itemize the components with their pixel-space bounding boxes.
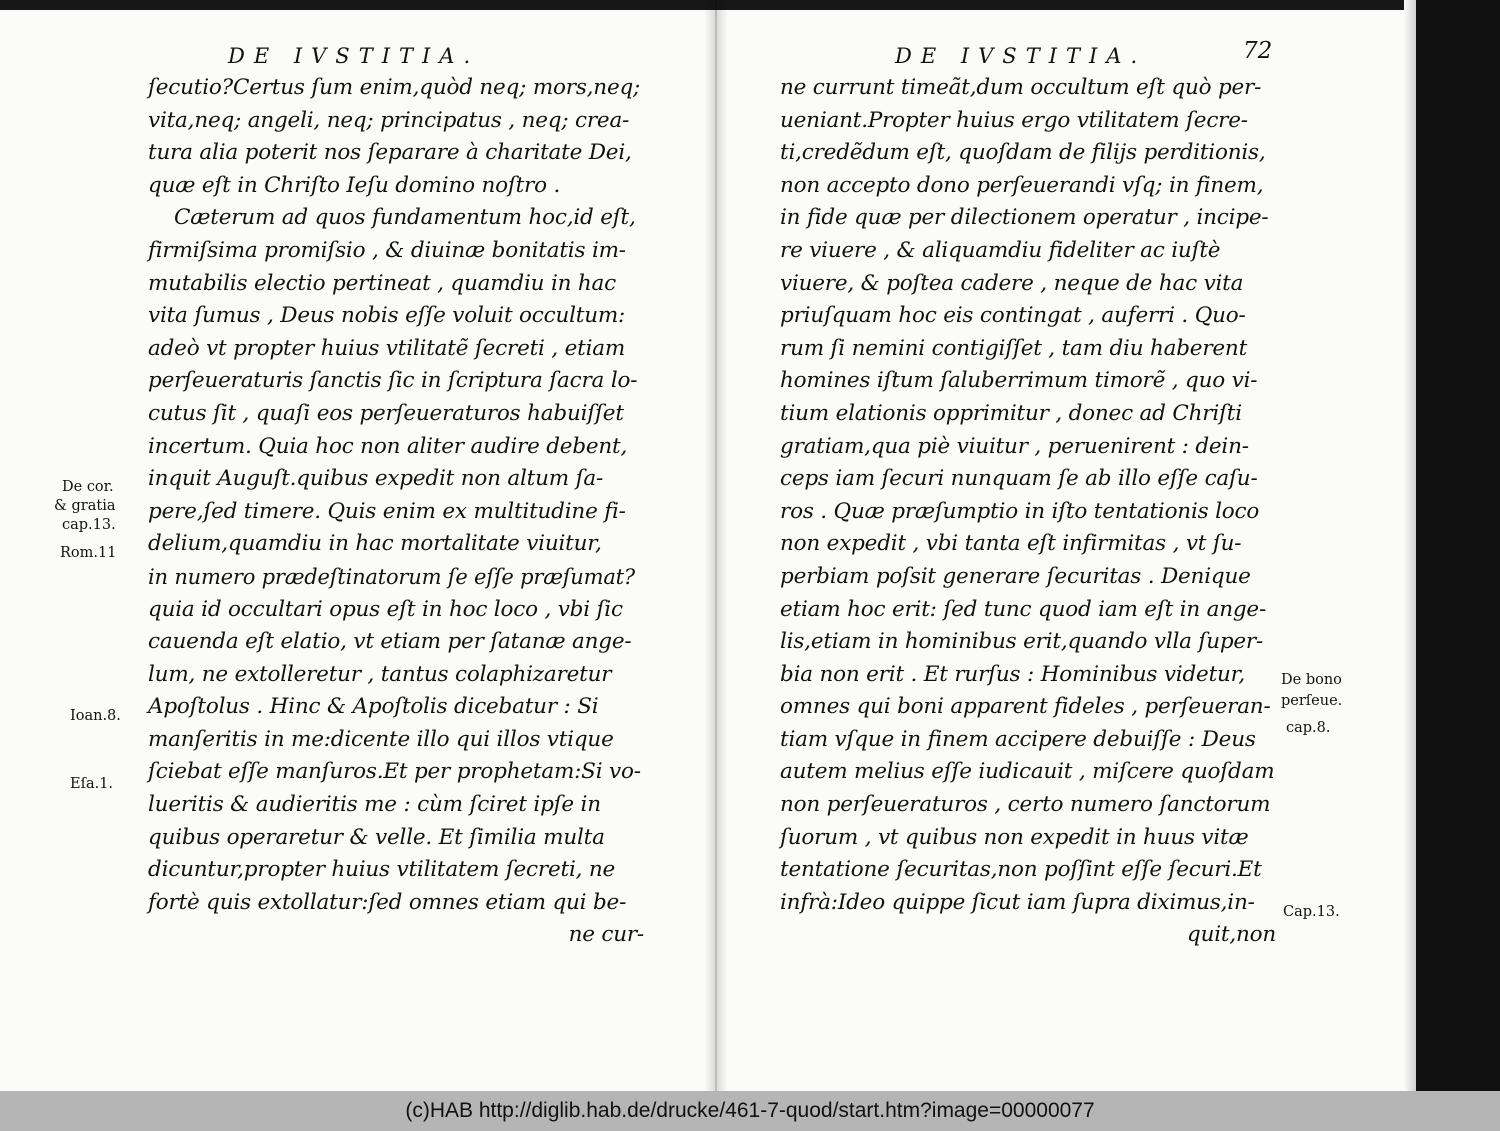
margin-note-gratia: & gratia [54,498,116,514]
text-line: mutabilis electio pertineat , quamdiu in hac [148,270,617,296]
text-line: etiam hoc erit: ſed tunc quod iam eſt in ange- [780,596,1267,622]
text-line: adeò vt propter huius vtilitatẽ ſecreti , etiam [148,335,626,361]
right-running-head: DE IVSTITIA. [895,44,1147,68]
scan-border [1416,0,1500,1091]
text-line: manſeritis in me:dicente illo qui illos vtique [148,726,614,752]
text-line: tentatione ſecuritas,non poſſint eſſe ſecuri.Et [780,857,1262,883]
text-line: priuſquam hoc eis contingat , auferri . Quo- [780,303,1246,329]
text-line: fortè quis extollatur:ſed omnes etiam qui be- [148,889,627,915]
text-line: ti,credẽdum eſt, quoſdam de filijs perditionis, [780,140,1266,166]
text-line: homines iſtum ſaluberrimum timorẽ , quo vi- [780,368,1258,394]
margin-note-de-cor: De cor. [62,479,114,495]
margin-note-de-bono: De bono [1281,672,1342,688]
text-line: ceps iam ſecuri nunquam ſe ab illo eſſe caſu- [780,466,1258,492]
text-line: ſecutio?Certus ſum enim,quòd neq; mors,neq; [148,75,641,100]
text-line: tium elationis opprimitur , donec ad Chriſti [780,400,1242,426]
text-line: perbiam poſsit generare ſecuritas . Denique [780,563,1251,589]
copyright-footer: (c)HAB http://diglib.hab.de/drucke/461-7-quod/start.htm?image=00000077 [0,1091,1500,1131]
margin-note-perseue: perſeue. [1281,693,1343,709]
text-line: non expedit , vbi tanta eſt infirmitas , vt ſu- [780,531,1242,557]
page-number: 72 [1243,38,1273,64]
text-line: inquit Auguſt.quibus expedit non altum ſa- [148,466,604,492]
left-text-block [148,72,644,952]
text-line: non perſeueraturos , certo numero ſanctorum [780,792,1271,818]
text-line: tura alia poterit nos ſeparare à charitate Dei, [148,140,632,166]
text-line: firmiſsima promiſsio , & diuinæ bonitatis im- [148,237,626,263]
text-line: rum ſi nemini contigiſſet , tam diu haberent [780,335,1248,361]
text-line: Cæterum ad quos fundamentum hoc,id eſt, [174,205,636,231]
text-line: lis,etiam in hominibus erit,quando vlla ſuper- [780,629,1264,655]
text-line: viuere, & poſtea cadere , neque de hac vita [780,270,1244,296]
text-line: vita ſumus , Deus nobis eſſe voluit occultum: [148,303,626,329]
text-line: ueniant.Propter huius ergo vtilitatem ſecre- [780,107,1248,133]
text-line: dicuntur,propter huius vtilitatem ſecreti, ne [148,857,616,883]
margin-note-cap-13: Cap.13. [1283,904,1340,920]
text-line: Apoſtolus . Hinc & Apoſtolis dicebatur : Si [148,694,599,720]
text-line: ne currunt timeãt,dum occultum eſt quò per- [780,75,1262,100]
text-line: tiam vſque in finem accipere debuiſſe : Deus [780,726,1256,752]
text-line: delium,quamdiu in hac mortalitate viuitur, [148,531,602,557]
text-line: re viuere , & aliquamdiu fideliter ac iuſtè [780,237,1221,263]
right-text-block [780,72,1276,952]
text-line: vita,neq; angeli, neq; principatus , neq; crea- [148,107,630,133]
text-line: in fide quæ per dilectionem operatur , incipe- [780,205,1269,231]
text-line: cutus ſit , quaſi eos perſeueraturos habuiſſet [148,400,624,426]
text-line: quæ eſt in Chriſto Ieſu domino noſtro . [148,172,561,198]
text-line: gratiam,qua piè viuitur , peruenirent : dein- [780,433,1249,459]
text-line: bia non erit . Et rurſus : Hominibus videtur, [780,661,1246,687]
left-running-head: DE IVSTITIA. [228,44,480,68]
margin-note-cap: cap.13. [62,517,116,533]
text-line: incertum. Quia hoc non aliter audire debent, [148,433,628,459]
page-edge [1404,0,1416,1091]
catchword: quit,non [1187,922,1276,948]
margin-note-ioan: Ioan.8. [70,708,121,724]
book-gutter [704,0,728,1091]
text-line: lueritis & audieritis me : cùm ſciret ipſe in [148,792,601,818]
text-line: perſeueraturis ſanctis ſic in ſcriptura ſacra lo- [148,368,638,394]
text-line: non accepto dono perſeuerandi vſq; in finem, [780,172,1264,198]
text-line: quia id occultari opus eſt in hoc loco , vbi ſic [148,596,623,622]
text-line: omnes qui boni apparent fideles , perſeueran- [780,694,1271,720]
text-line: ſuorum , vt quibus non expedit in huus vitæ [780,824,1249,850]
margin-note-cap-8: cap.8. [1286,720,1331,736]
margin-note-esa: Eſa.1. [70,776,114,792]
text-line: quibus operaretur & velle. Et ſimilia multa [148,824,605,850]
text-line: pere,ſed timere. Quis enim ex multitudine fi- [148,498,626,524]
text-line: infrà:Ideo quippe ſicut iam ſupra diximus,in- [780,889,1255,915]
text-line: in numero prædeſtinatorum ſe eſſe præſumat? [148,564,635,589]
text-line: ſciebat eſſe manſuros.Et per prophetam:Si vo- [148,759,641,785]
text-line: cauenda eſt elatio, vt etiam per ſatanæ ange- [148,629,632,655]
margin-note-rom: Rom.11 [60,545,117,561]
catchword: ne cur- [568,922,644,948]
text-line: lum, ne extolleretur , tantus colaphizaretur [148,661,612,687]
text-line: autem melius eſſe iudicauit , miſcere quoſdam [780,759,1275,785]
text-line: ros . Quæ præſumptio in iſto tentationis loco [780,498,1260,524]
